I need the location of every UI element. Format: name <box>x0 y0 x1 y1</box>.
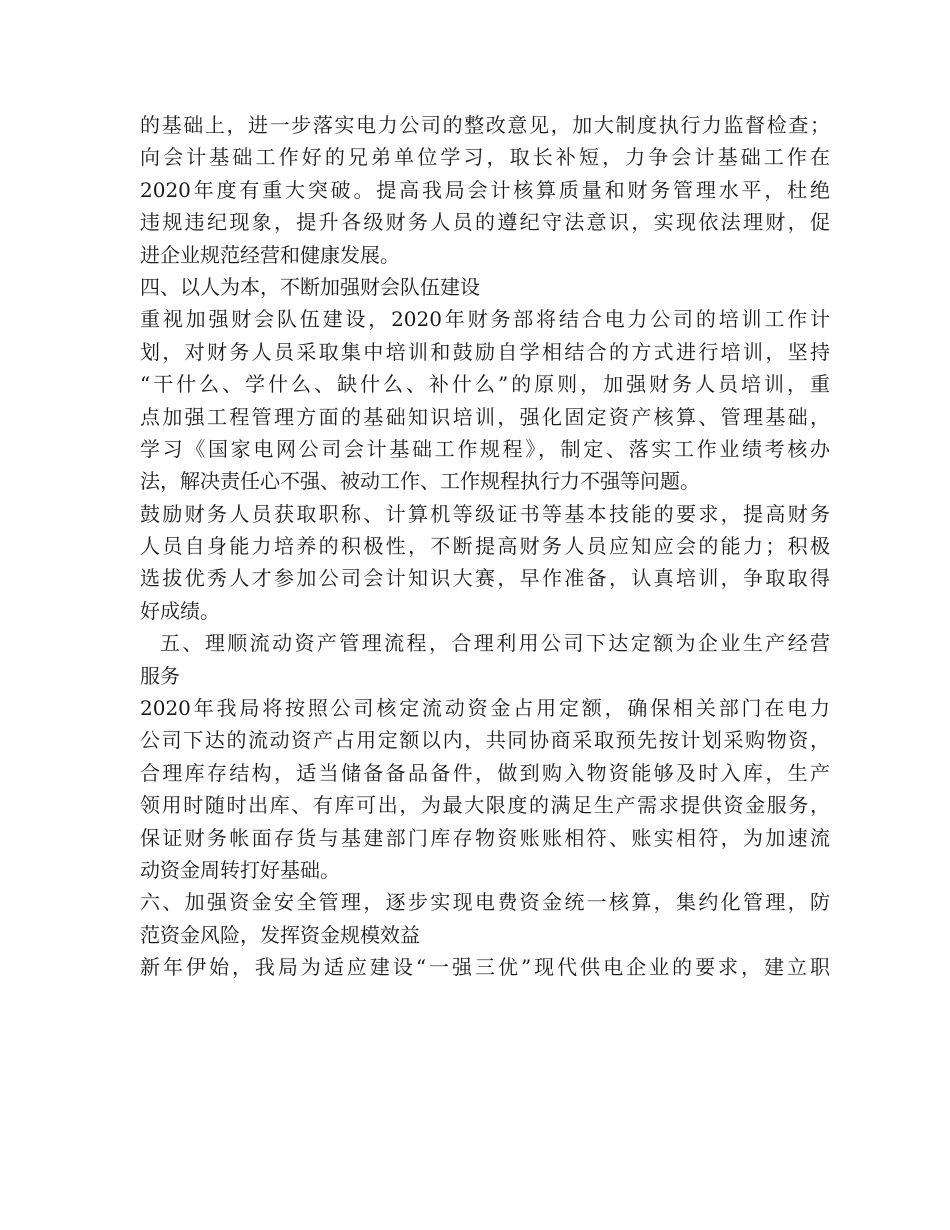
text-line: 鼓励财务人员获取职称、计算机等级证书等基本技能的要求，提高财务 <box>140 501 830 526</box>
text-line: 公司下达的流动资产占用定额以内，共同协商采取预先按计划采购物资， <box>140 728 830 753</box>
text-line: 领用时随时出库、有库可出，为最大限度的满足生产需求提供资金服务， <box>140 793 830 818</box>
document-page <box>140 109 830 984</box>
text-line: “干什么、学什么、缺什么、补什么”的原则，加强财务人员培训，重 <box>140 372 830 397</box>
text-line: 的基础上，进一步落实电力公司的整改意见，加大制度执行力监督检查； <box>140 113 830 137</box>
text-line: 法，解决责任心不强、被动工作、工作规程执行力不强等问题。 <box>140 469 700 494</box>
text-line: 动资金周转打好基础。 <box>140 857 340 882</box>
text-line: 六、加强资金安全管理，逐步实现电费资金统一核算，集约化管理，防 <box>140 890 830 915</box>
text-line: 人员自身能力培养的积极性，不断提高财务人员应知应会的能力；积极 <box>140 534 830 559</box>
text-line: 重视加强财会队伍建设，2020年财务部将结合电力公司的培训工作计 <box>140 307 830 332</box>
text-line: 四、以人为本，不断加强财会队伍建设 <box>140 274 480 299</box>
text-line: 范资金风险，发挥资金规模效益 <box>140 922 420 947</box>
text-line: 2020年我局将按照公司核定流动资金占用定额，确保相关部门在电力 <box>140 696 830 721</box>
text-line: 保证财务帐面存货与基建部门库存物资账账相符、账实相符，为加速流 <box>140 825 830 850</box>
text-line: 合理库存结构，适当储备备品备件，做到购入物资能够及时入库，生产 <box>140 760 830 785</box>
text-line: 五、理顺流动资产管理流程，合理利用公司下达定额为企业生产经营 <box>160 631 830 656</box>
text-line: 划，对财务人员采取集中培训和鼓励自学相结合的方式进行培训，坚持 <box>140 339 830 364</box>
text-line: 进企业规范经营和健康发展。 <box>140 242 400 267</box>
text-line: 违规违纪现象，提升各级财务人员的遵纪守法意识，实现依法理财，促 <box>140 210 830 235</box>
text-line: 服务 <box>140 663 180 688</box>
text-line: 新年伊始，我局为适应建设“一强三优”现代供电企业的要求，建立职 <box>140 955 830 980</box>
text-line: 点加强工程管理方面的基础知识培训，强化固定资产核算、管理基础， <box>140 404 830 429</box>
text-line: 向会计基础工作好的兄弟单位学习，取长补短，力争会计基础工作在 <box>140 145 830 170</box>
text-line: 好成绩。 <box>140 598 220 623</box>
text-line: 2020年度有重大突破。提高我局会计核算质量和财务管理水平，杜绝 <box>140 177 830 202</box>
text-line: 学习《国家电网公司会计基础工作规程》，制定、落实工作业绩考核办 <box>140 436 830 461</box>
text-line: 选拔优秀人才参加公司会计知识大赛，早作准备，认真培训，争取取得 <box>140 566 830 591</box>
